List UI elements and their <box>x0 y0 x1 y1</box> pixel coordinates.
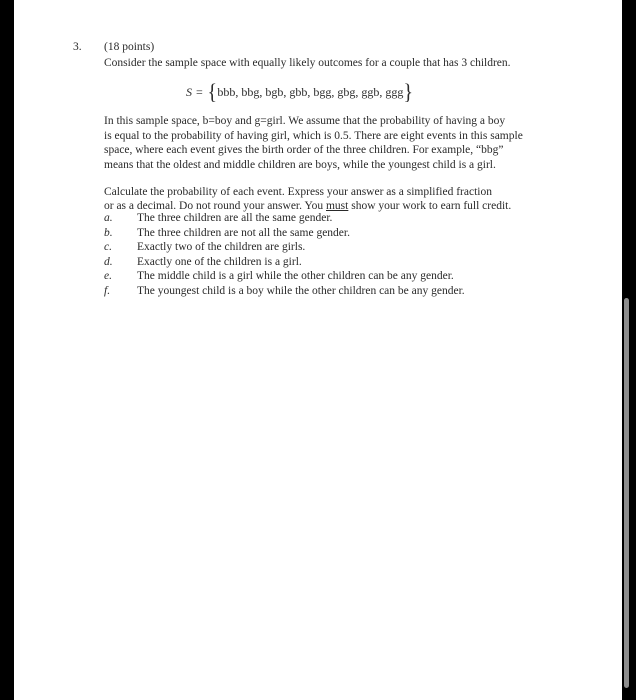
part-text: The middle child is a girl while the other children can be any gender. <box>137 270 454 283</box>
part-letter: d. <box>104 255 113 268</box>
paragraph-line: is equal to the probability of having girl, which is 0.5. There are eight events in this sample <box>104 129 523 142</box>
instruction-line: Calculate the probability of each event. Express your answer as a simplified fraction <box>104 186 492 198</box>
paragraph-line: In this sample space, b=boy and g=girl. We assume that the probability of having a boy <box>104 115 506 127</box>
part-text: Exactly two of the children are girls. <box>137 241 306 254</box>
part-text: Exactly one of the children is a girl. <box>137 255 302 268</box>
question-points: (18 points) <box>104 41 155 53</box>
paragraph-line: space, where each event gives the birth order of the three children. For example, “bbg” <box>104 144 504 156</box>
paragraph-line: means that the oldest and middle children are boys, while the youngest child is a girl. <box>104 158 496 171</box>
formula-variable: S <box>186 84 192 99</box>
part-letter: a. <box>104 212 113 224</box>
part-text: The youngest child is a boy while the other children can be any gender. <box>137 284 465 297</box>
formula-set: bbb, bbg, bgb, gbb, bgg, gbg, ggb, ggg <box>217 84 404 99</box>
sample-space-formula <box>186 79 414 104</box>
vertical-scrollbar[interactable] <box>624 298 629 688</box>
instruction-text: show your work to earn full credit. <box>348 200 512 212</box>
instruction-emphasis: must <box>325 200 349 212</box>
instruction-line <box>104 199 511 213</box>
part-letter: c. <box>104 241 112 254</box>
part-text: The three children are all the same gender. <box>137 212 333 224</box>
part-letter: f. <box>104 284 111 297</box>
question-number: 3. <box>73 41 82 53</box>
part-text: The three children are not all the same gender. <box>137 226 350 239</box>
question-intro: Consider the sample space with equally likely outcomes for a couple that has 3 children. <box>104 57 511 69</box>
formula-equals: = <box>196 84 203 99</box>
instruction-text: or as a decimal. Do not round your answer. You <box>104 200 326 212</box>
part-letter: b. <box>104 226 113 239</box>
formula-open-brace: { <box>207 79 217 104</box>
part-letter: e. <box>104 270 112 283</box>
document-page <box>14 0 622 700</box>
formula-close-brace: } <box>403 79 414 104</box>
